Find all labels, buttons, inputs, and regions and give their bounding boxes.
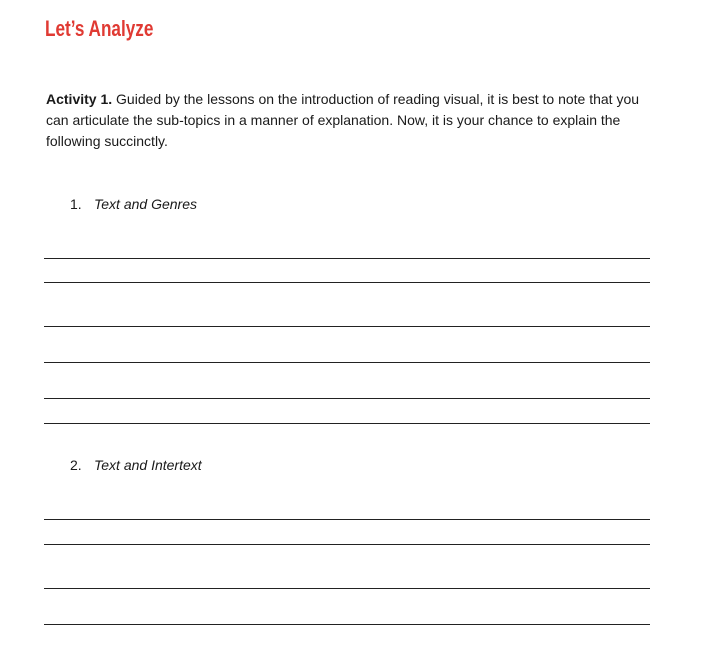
activity-instructions: [46, 89, 656, 152]
answer-line[interactable]: [44, 282, 650, 283]
question-item-text-and-genres: [70, 194, 197, 214]
answer-line[interactable]: [44, 519, 650, 520]
answer-line[interactable]: [44, 398, 650, 399]
section-heading: Let’s Analyze: [45, 16, 154, 41]
question-number: 2.: [70, 457, 82, 473]
answer-line[interactable]: [44, 624, 650, 625]
question-title: Text and Intertext: [94, 457, 202, 473]
answer-line[interactable]: [44, 544, 650, 545]
answer-line[interactable]: [44, 588, 650, 589]
answer-line[interactable]: [44, 326, 650, 327]
question-number: 1.: [70, 196, 82, 212]
answer-line[interactable]: [44, 423, 650, 424]
question-item-text-and-intertext: [70, 455, 202, 475]
activity-text: Guided by the lessons on the introduction of reading visual, it is best to note that you can articulate the sub-topics in a manner of explanation. Now, it is your chance to explain the following succinctly.: [46, 91, 640, 149]
answer-line[interactable]: [44, 258, 650, 259]
question-title: Text and Genres: [94, 196, 197, 212]
activity-label: Activity 1.: [46, 91, 113, 107]
answer-line[interactable]: [44, 362, 650, 363]
